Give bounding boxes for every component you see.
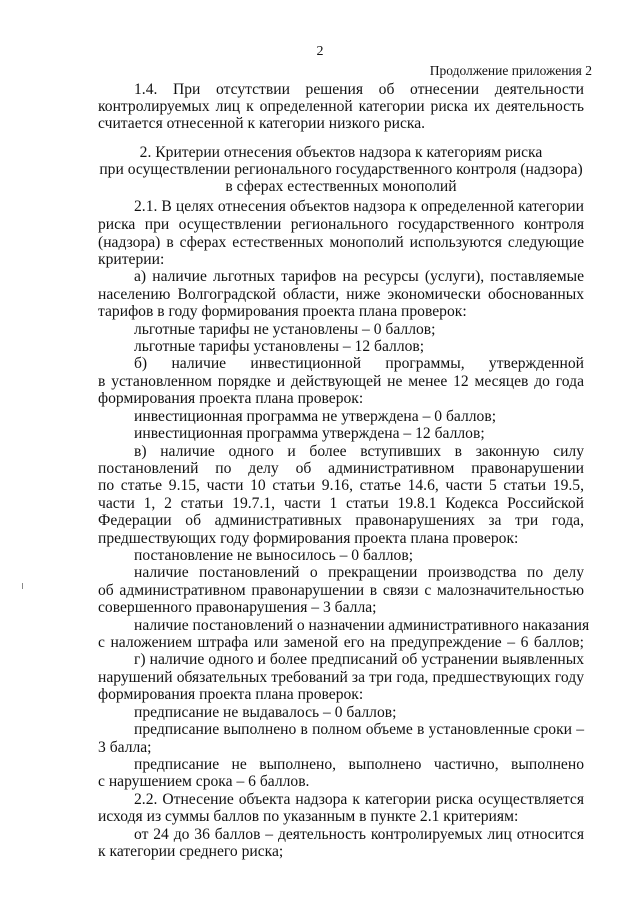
text-line: об административном правонарушении в связи с малозначительностью: [98, 582, 584, 599]
text-line: с нарушением срока – 6 баллов.: [98, 773, 310, 790]
text-line: предписание не выполнено, выполнено частично, выполнено: [134, 756, 584, 773]
text-line: льготные тарифы установлены – 12 баллов;: [134, 338, 425, 355]
text-line: в установленном порядке и действующей не менее 12 месяцев до года: [98, 373, 584, 390]
text-line: а) наличие льготных тарифов на ресурсы (услуги), поставляемые: [134, 268, 584, 285]
text-line: г) наличие одного и более предписаний об устранении выявленных: [134, 651, 584, 668]
text-line: наличие постановлений о прекращении производства по делу: [134, 564, 584, 581]
text-line: (надзора) в сферах естественных монополий используются следующие: [98, 234, 584, 251]
text-line: 2.1. В целях отнесения объектов надзора к определенной категории: [134, 198, 584, 215]
text-line: 2. Критерии отнесения объектов надзора к категориям риска: [139, 144, 543, 161]
text-line: предписание не выдавалось – 0 баллов;: [134, 704, 397, 721]
text-line: постановлений по делу об административном правонарушении: [98, 460, 584, 477]
text-line: риска при осуществлении регионального государственного контроля: [98, 216, 584, 233]
text-line: формирования проекта плана проверок:: [98, 390, 364, 407]
text-line: инвестиционная программа утверждена – 12 баллов;: [134, 425, 485, 442]
text-line: 2.2. Отнесение объекта надзора к категории риска осуществляется: [134, 791, 584, 808]
text-line: предписание выполнено в полном объеме в установленные сроки –: [134, 721, 584, 738]
continuation-header: Продолжение приложения 2: [429, 63, 592, 78]
page-number: 2: [316, 44, 324, 59]
text-line: считается отнесенной к категории низкого риска.: [98, 115, 426, 132]
text-line: в сферах естественных монополий: [225, 178, 457, 195]
text-line: Федерации об административных правонарушениях за три года,: [98, 512, 584, 529]
text-line: тарифов в году формирования проекта плана проверок:: [98, 303, 467, 320]
text-line: населению Волгоградской области, ниже экономически обоснованных: [98, 286, 584, 303]
text-line: инвестиционная программа не утверждена – 0 баллов;: [134, 408, 497, 425]
text-line: льготные тарифы не установлены – 0 баллов;: [134, 321, 436, 338]
margin-mark: [22, 583, 23, 589]
text-line: предшествующих году формирования проекта плана проверок:: [98, 530, 519, 547]
text-line: постановление не выносилось – 0 баллов;: [134, 547, 414, 564]
text-line: с наложением штрафа или заменой его на предупреждение – 6 баллов;: [98, 634, 584, 651]
text-line: в) наличие одного и более вступивших в законную силу: [134, 443, 584, 460]
text-line: к категории среднего риска;: [98, 843, 284, 860]
text-line: от 24 до 36 баллов – деятельность контролируемых лиц относится: [134, 826, 584, 843]
text-line: 1.4. При отсутствии решения об отнесении деятельности: [134, 81, 584, 98]
text-line: 3 балла;: [98, 739, 152, 756]
text-line: б) наличие инвестиционной программы, утвержденной: [134, 355, 584, 372]
text-line: нарушений обязательных требований за три года, предшествующих году: [98, 669, 584, 686]
text-line: контролируемых лиц к определенной категории риска их деятельность: [98, 98, 584, 115]
text-line: критерии:: [98, 251, 165, 268]
text-line: совершенного правонарушения – 3 балла;: [98, 599, 377, 616]
text-line: части 1, 2 статьи 19.7.1, части 1 статьи 19.8.1 Кодекса Российской: [98, 495, 584, 512]
text-line: при осуществлении регионального государственного контроля (надзора): [99, 161, 583, 178]
text-line: наличие постановлений о назначении административного наказания: [134, 617, 590, 634]
text-line: по статье 9.15, части 10 статьи 9.16, статье 14.6, части 5 статьи 19.5,: [98, 477, 584, 494]
text-line: исходя из суммы баллов по указанным в пункте 2.1 критериям:: [98, 808, 519, 825]
text-line: формирования проекта плана проверок:: [98, 686, 364, 703]
